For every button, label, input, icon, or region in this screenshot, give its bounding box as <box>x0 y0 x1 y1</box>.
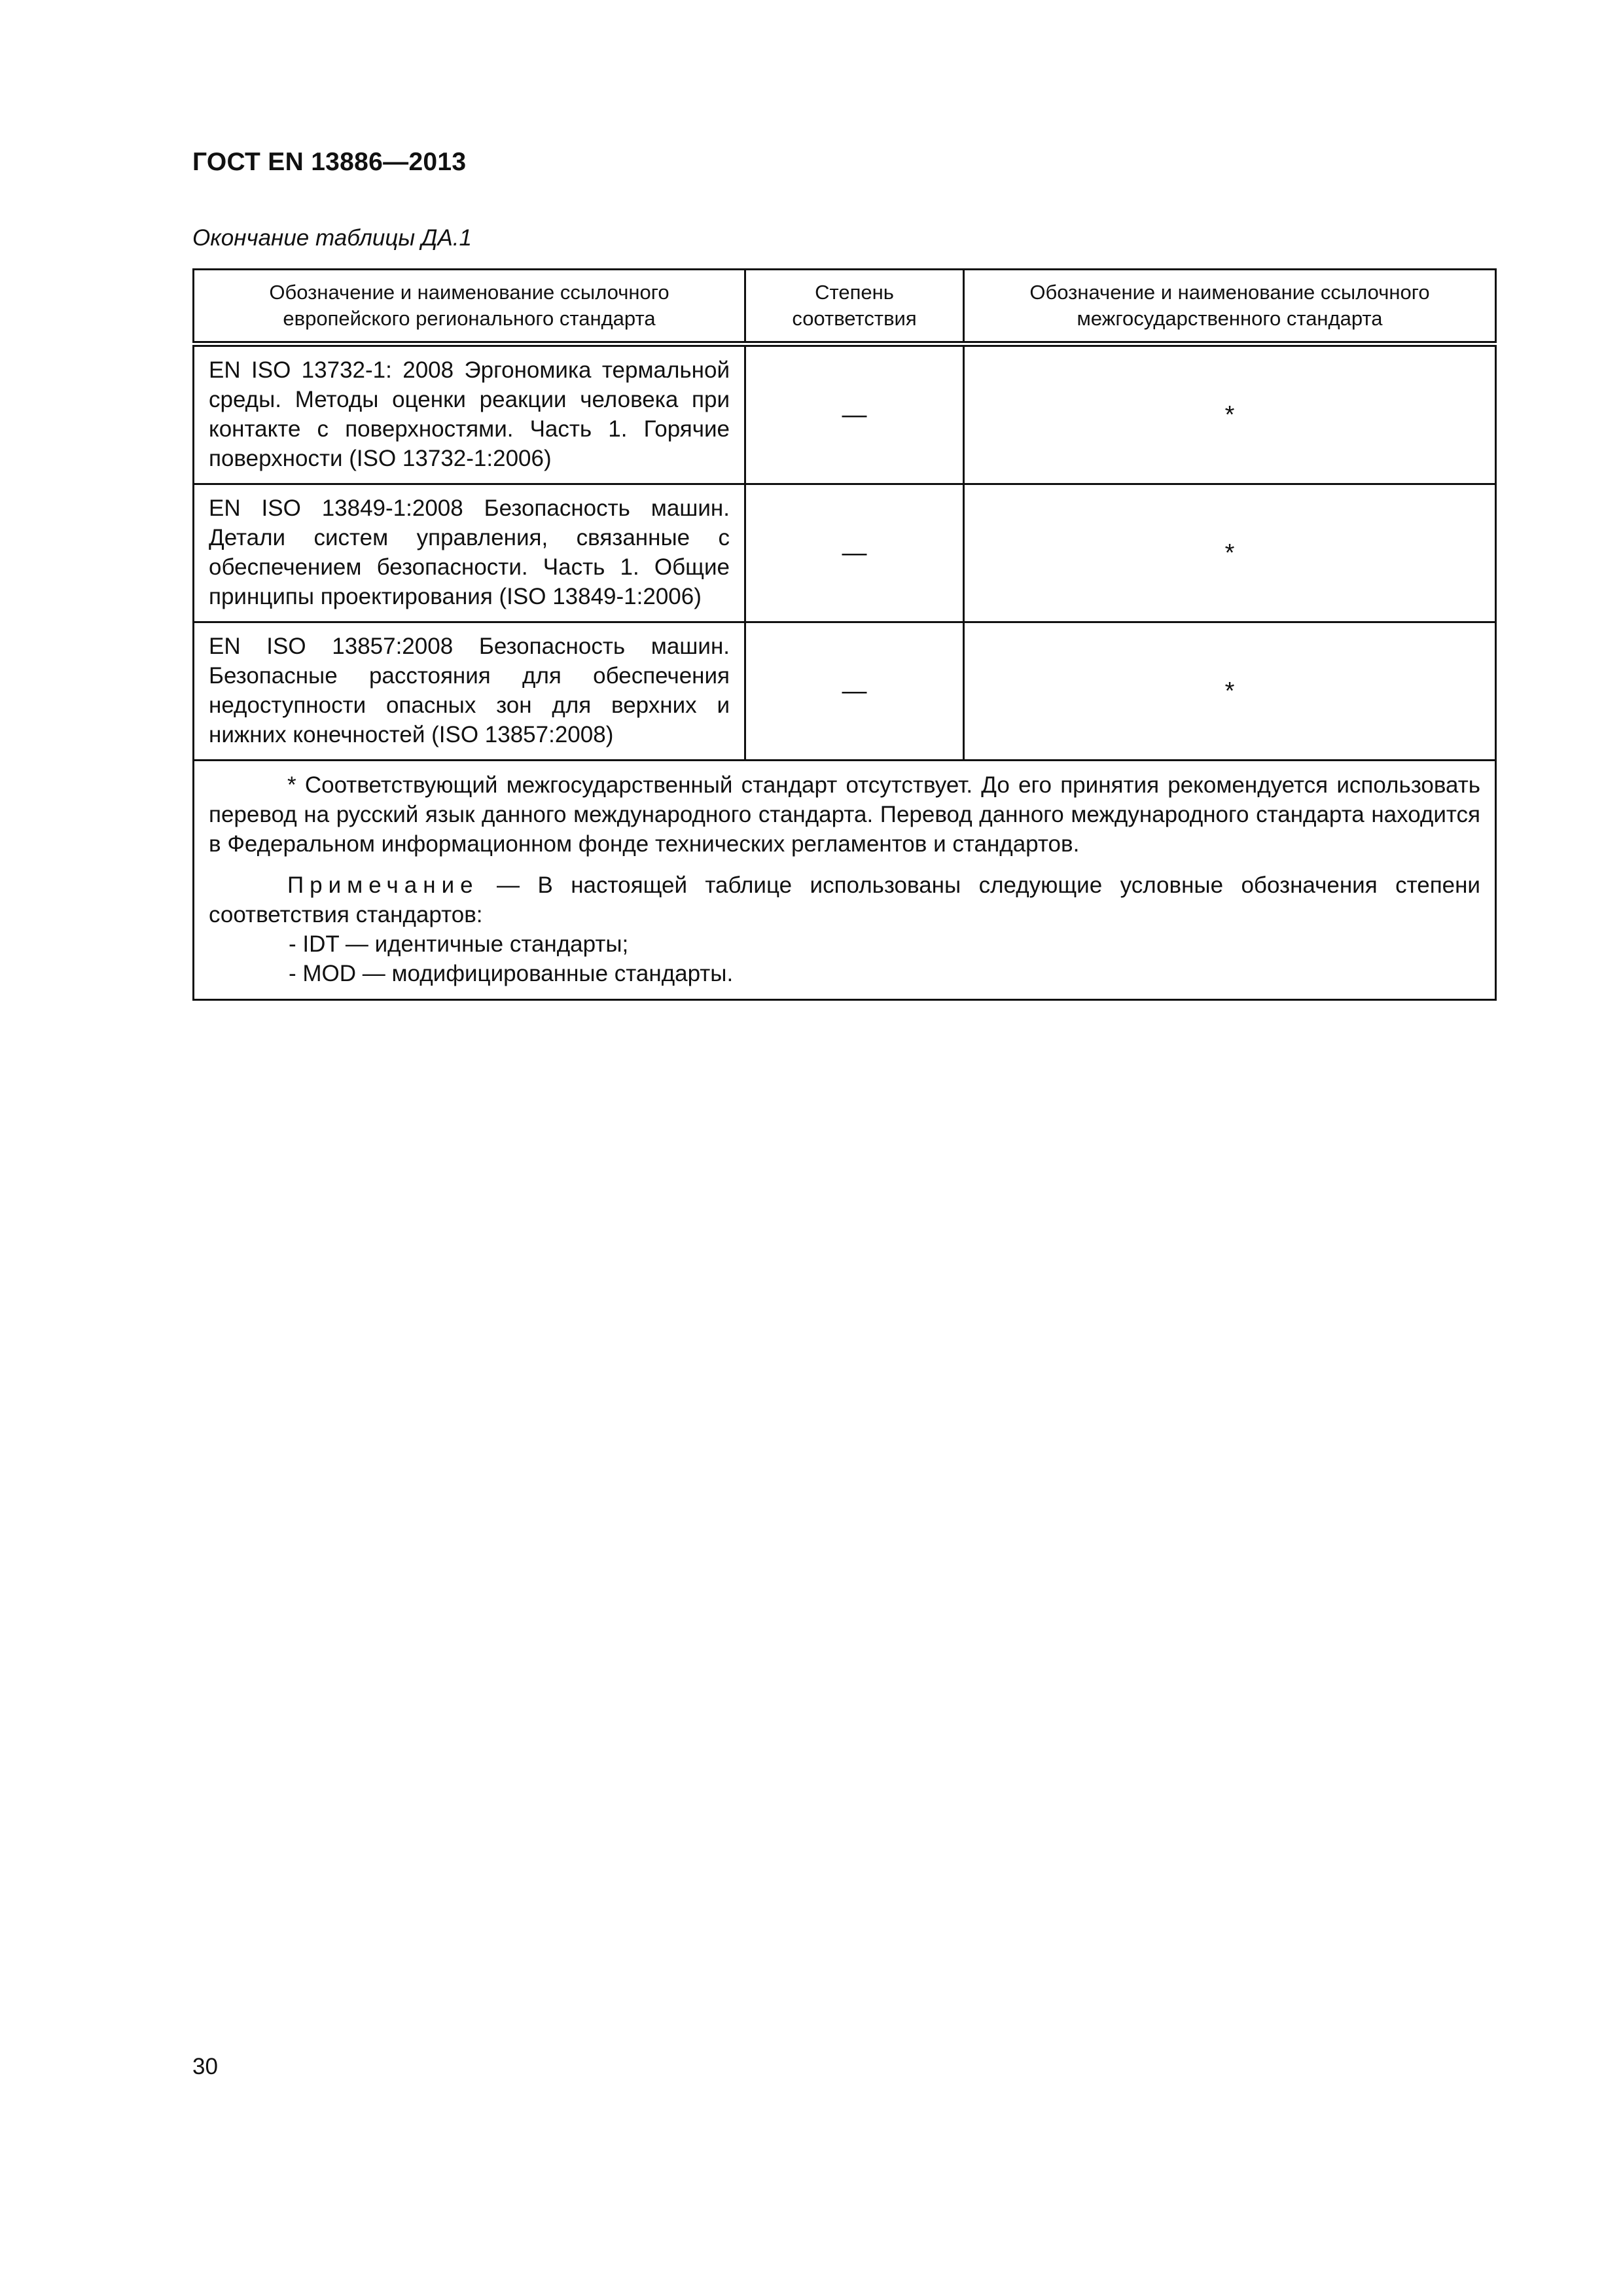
equivalent-cell: * <box>964 622 1496 761</box>
reference-standards-table <box>192 268 1497 1001</box>
note-label: Примечание <box>287 872 479 898</box>
table-row <box>194 622 1496 761</box>
equivalent-cell: * <box>964 484 1496 622</box>
degree-cell: — <box>745 344 964 484</box>
note-text: — В настоящей таблице использованы следующие условные обозначения степени соответствия стандартов: <box>209 872 1480 927</box>
table-footnote <box>194 761 1496 1000</box>
column-header-european-standard: Обозначение и наименование ссылочного европейского регионального стандарта <box>194 270 745 344</box>
standard-cell: EN ISO 13857:2008 Безопасность машин. Безопасные расстояния для обеспечения недоступности опасных зон для верхних и нижних конечностей (ISO 13857:2008) <box>194 622 745 761</box>
column-header-interstate-standard: Обозначение и наименование ссылочного межгосударственного стандарта <box>964 270 1496 344</box>
standard-cell: EN ISO 13849-1:2008 Безопасность машин. Детали систем управления, связанные с обеспечением безопасности. Часть 1. Общие принципы проектирования (ISO 13849-1:2006) <box>194 484 745 622</box>
table-header-row <box>194 270 1496 344</box>
footnote-text: * Соответствующий межгосударственный стандарт отсутствует. До его принятия рекомендуется использовать перевод на русский язык данного международного стандарта. Перевод данного международного стандарта находится в Федеральном информационном фонде технических регламентов и стандартов. <box>209 772 1480 857</box>
note-paragraph <box>209 870 1480 929</box>
document-code: ГОСТ EN 13886—2013 <box>192 148 467 176</box>
table-row <box>194 484 1496 622</box>
table-footnote-row <box>194 761 1496 1000</box>
degree-cell: — <box>745 484 964 622</box>
degree-cell: — <box>745 622 964 761</box>
table-caption: Окончание таблицы ДА.1 <box>192 225 472 251</box>
column-header-degree: Степень соответствия <box>745 270 964 344</box>
table-row <box>194 344 1496 484</box>
page-number: 30 <box>192 2054 218 2079</box>
note-list-item: - IDT — идентичные стандарты; <box>289 931 629 957</box>
standard-cell: EN ISO 13732-1: 2008 Эргономика термальной среды. Методы оценки реакции человека при контакте с поверхностями. Часть 1. Горячие поверхности (ISO 13732-1:2006) <box>194 344 745 484</box>
equivalent-cell: * <box>964 344 1496 484</box>
note-list-item: - MOD — модифицированные стандарты. <box>289 961 734 986</box>
